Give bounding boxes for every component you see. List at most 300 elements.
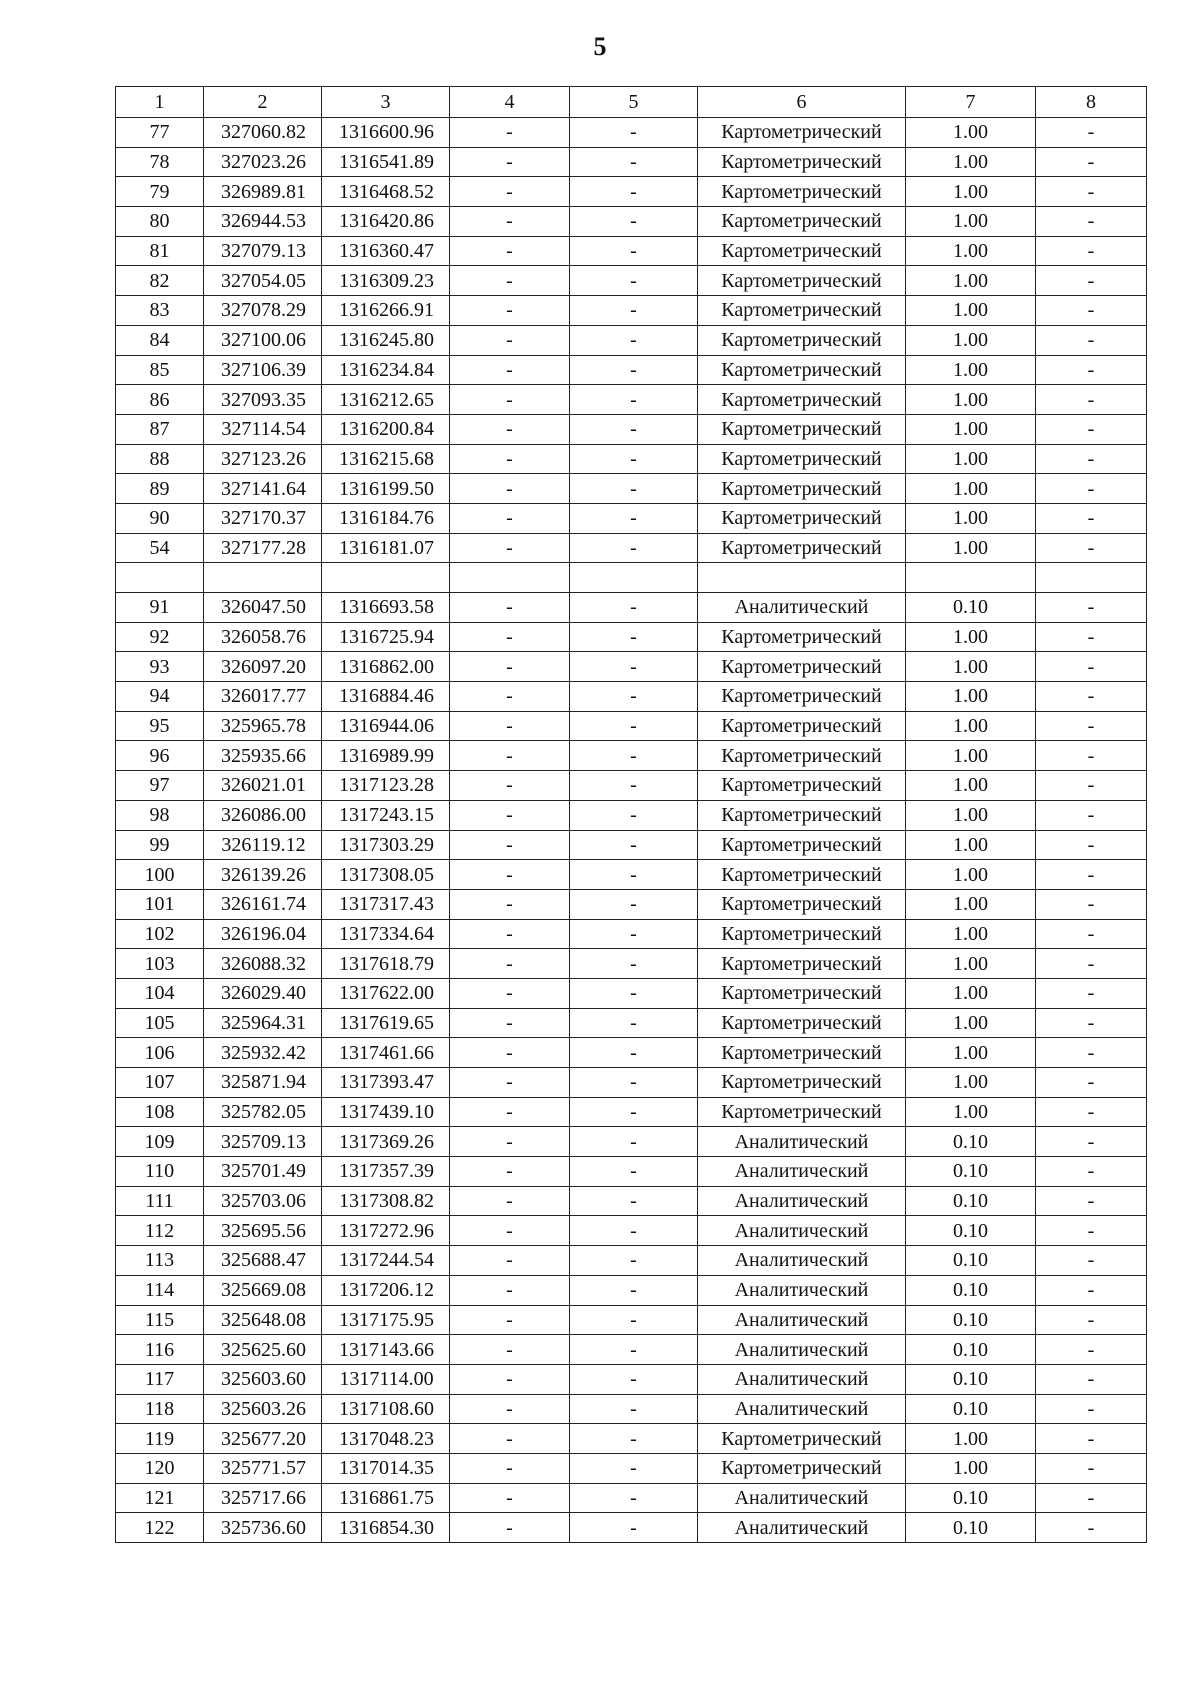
column-4-cell: - [450,503,570,533]
method-cell: Картометрический [698,978,906,1008]
column-5-cell: - [570,1394,698,1424]
column-8-cell: - [1036,1305,1147,1335]
column-5-cell: - [570,741,698,771]
y-coordinate-cell: 1317244.54 [322,1246,450,1276]
table-row [116,889,1147,919]
point-number-cell [116,563,204,593]
y-coordinate-cell: 1316600.96 [322,118,450,148]
x-coordinate-cell: 327141.64 [204,474,322,504]
column-8-cell: - [1036,949,1147,979]
column-4-cell: - [450,978,570,1008]
column-5-cell: - [570,296,698,326]
point-number-cell: 112 [116,1216,204,1246]
point-number-cell: 117 [116,1364,204,1394]
method-cell: Картометрический [698,652,906,682]
column-4-cell: - [450,414,570,444]
y-coordinate-cell: 1316854.30 [322,1513,450,1543]
method-cell: Картометрический [698,207,906,237]
column-4-cell: - [450,385,570,415]
y-coordinate-cell: 1316944.06 [322,711,450,741]
column-8-cell: - [1036,1335,1147,1365]
accuracy-cell: 1.00 [906,385,1036,415]
point-number-cell: 85 [116,355,204,385]
method-cell: Картометрический [698,325,906,355]
column-8-cell: - [1036,919,1147,949]
x-coordinate-cell: 325648.08 [204,1305,322,1335]
method-cell: Картометрический [698,1424,906,1454]
table-row [116,949,1147,979]
method-cell: Картометрический [698,860,906,890]
column-5-cell: - [570,1275,698,1305]
x-coordinate-cell: 325603.60 [204,1364,322,1394]
column-8-cell: - [1036,860,1147,890]
column-4-cell: - [450,652,570,682]
accuracy-cell: 1.00 [906,147,1036,177]
coordinates-table [115,86,1147,1543]
table-row [116,1364,1147,1394]
point-number-cell: 108 [116,1097,204,1127]
x-coordinate-cell: 326086.00 [204,800,322,830]
table-body [116,118,1147,1543]
column-4-cell: - [450,593,570,623]
method-cell: Картометрический [698,177,906,207]
method-cell: Аналитический [698,1394,906,1424]
accuracy-cell: 1.00 [906,889,1036,919]
point-number-cell: 122 [116,1513,204,1543]
table-row [116,147,1147,177]
table-row [116,1394,1147,1424]
column-4-cell: - [450,1186,570,1216]
y-coordinate-cell: 1317334.64 [322,919,450,949]
x-coordinate-cell: 326196.04 [204,919,322,949]
y-coordinate-cell: 1317123.28 [322,771,450,801]
column-4-cell: - [450,889,570,919]
column-5-cell: - [570,236,698,266]
column-header: 2 [204,87,322,118]
column-5-cell: - [570,355,698,385]
column-4-cell: - [450,1424,570,1454]
x-coordinate-cell: 325935.66 [204,741,322,771]
column-8-cell: - [1036,1513,1147,1543]
column-4-cell: - [450,1068,570,1098]
y-coordinate-cell: 1317175.95 [322,1305,450,1335]
x-coordinate-cell: 327170.37 [204,503,322,533]
accuracy-cell: 1.00 [906,1097,1036,1127]
column-8-cell: - [1036,325,1147,355]
table-row [116,919,1147,949]
column-5-cell: - [570,771,698,801]
x-coordinate-cell: 327054.05 [204,266,322,296]
x-coordinate-cell: 327023.26 [204,147,322,177]
column-5-cell: - [570,385,698,415]
column-5-cell: - [570,711,698,741]
method-cell: Картометрический [698,533,906,563]
accuracy-cell: 1.00 [906,949,1036,979]
table-row [116,414,1147,444]
accuracy-cell: 0.10 [906,1127,1036,1157]
method-cell: Картометрический [698,503,906,533]
y-coordinate-cell: 1317618.79 [322,949,450,979]
column-4-cell: - [450,1275,570,1305]
column-5-cell: - [570,1186,698,1216]
y-coordinate-cell: 1316309.23 [322,266,450,296]
accuracy-cell: 1.00 [906,919,1036,949]
point-number-cell: 95 [116,711,204,741]
x-coordinate-cell: 325677.20 [204,1424,322,1454]
column-4-cell: - [450,741,570,771]
accuracy-cell: 1.00 [906,682,1036,712]
y-coordinate-cell: 1317393.47 [322,1068,450,1098]
column-5-cell: - [570,147,698,177]
point-number-cell: 104 [116,978,204,1008]
method-cell: Картометрический [698,474,906,504]
method-cell [698,563,906,593]
x-coordinate-cell: 326088.32 [204,949,322,979]
x-coordinate-cell: 326139.26 [204,860,322,890]
method-cell: Картометрический [698,622,906,652]
y-coordinate-cell: 1316181.07 [322,533,450,563]
accuracy-cell: 1.00 [906,1453,1036,1483]
column-8-cell: - [1036,652,1147,682]
table-row [116,296,1147,326]
column-5-cell: - [570,652,698,682]
y-coordinate-cell: 1317048.23 [322,1424,450,1454]
column-8-cell: - [1036,1216,1147,1246]
accuracy-cell: 1.00 [906,355,1036,385]
y-coordinate-cell: 1316989.99 [322,741,450,771]
table-row [116,563,1147,593]
table-row [116,771,1147,801]
column-4-cell: - [450,1246,570,1276]
column-4-cell: - [450,919,570,949]
table-row [116,1186,1147,1216]
column-5-cell: - [570,622,698,652]
column-5-cell: - [570,1335,698,1365]
column-5-cell: - [570,1097,698,1127]
point-number-cell: 118 [116,1394,204,1424]
x-coordinate-cell: 325695.56 [204,1216,322,1246]
y-coordinate-cell: 1316861.75 [322,1483,450,1513]
method-cell: Картометрический [698,355,906,385]
column-4-cell: - [450,1008,570,1038]
column-4-cell: - [450,1097,570,1127]
accuracy-cell: 1.00 [906,444,1036,474]
table-row [116,1008,1147,1038]
column-5-cell: - [570,1483,698,1513]
accuracy-cell: 0.10 [906,1483,1036,1513]
table-row [116,682,1147,712]
accuracy-cell: 1.00 [906,741,1036,771]
column-header: 1 [116,87,204,118]
y-coordinate-cell: 1317619.65 [322,1008,450,1038]
column-header: 3 [322,87,450,118]
column-4-cell: - [450,147,570,177]
column-header: 8 [1036,87,1147,118]
column-4-cell: - [450,1364,570,1394]
column-4-cell: - [450,1483,570,1513]
x-coordinate-cell: 325703.06 [204,1186,322,1216]
column-8-cell: - [1036,800,1147,830]
header-row [116,87,1147,118]
point-number-cell: 116 [116,1335,204,1365]
column-5-cell: - [570,266,698,296]
x-coordinate-cell: 326029.40 [204,978,322,1008]
x-coordinate-cell: 325871.94 [204,1068,322,1098]
column-5-cell: - [570,949,698,979]
method-cell: Аналитический [698,1483,906,1513]
y-coordinate-cell: 1316725.94 [322,622,450,652]
table-row [116,1038,1147,1068]
x-coordinate-cell: 327100.06 [204,325,322,355]
method-cell: Картометрический [698,800,906,830]
accuracy-cell: 1.00 [906,1424,1036,1454]
method-cell: Картометрический [698,830,906,860]
table-row [116,1483,1147,1513]
method-cell: Картометрический [698,147,906,177]
point-number-cell: 106 [116,1038,204,1068]
point-number-cell: 81 [116,236,204,266]
point-number-cell: 91 [116,593,204,623]
column-5-cell: - [570,474,698,504]
x-coordinate-cell: 325717.66 [204,1483,322,1513]
point-number-cell: 82 [116,266,204,296]
column-4-cell: - [450,1305,570,1335]
y-coordinate-cell: 1317303.29 [322,830,450,860]
method-cell: Картометрический [698,444,906,474]
table-row [116,1513,1147,1543]
accuracy-cell: 1.00 [906,325,1036,355]
x-coordinate-cell: 325964.31 [204,1008,322,1038]
point-number-cell: 105 [116,1008,204,1038]
column-5-cell: - [570,1305,698,1335]
table-row [116,1275,1147,1305]
column-5-cell: - [570,444,698,474]
table-row [116,593,1147,623]
method-cell: Аналитический [698,1127,906,1157]
accuracy-cell: 1.00 [906,296,1036,326]
y-coordinate-cell: 1317206.12 [322,1275,450,1305]
table-row [116,177,1147,207]
point-number-cell: 111 [116,1186,204,1216]
accuracy-cell: 1.00 [906,236,1036,266]
x-coordinate-cell: 325603.26 [204,1394,322,1424]
x-coordinate-cell: 325688.47 [204,1246,322,1276]
table-row [116,207,1147,237]
method-cell: Аналитический [698,1275,906,1305]
y-coordinate-cell: 1317143.66 [322,1335,450,1365]
x-coordinate-cell: 325625.60 [204,1335,322,1365]
column-4-cell: - [450,800,570,830]
accuracy-cell: 1.00 [906,118,1036,148]
accuracy-cell: 1.00 [906,652,1036,682]
point-number-cell: 103 [116,949,204,979]
column-8-cell: - [1036,1364,1147,1394]
point-number-cell: 54 [116,533,204,563]
x-coordinate-cell: 327106.39 [204,355,322,385]
x-coordinate-cell: 325771.57 [204,1453,322,1483]
table-row [116,800,1147,830]
column-4-cell: - [450,1127,570,1157]
x-coordinate-cell: 327078.29 [204,296,322,326]
column-8-cell: - [1036,1097,1147,1127]
y-coordinate-cell: 1316212.65 [322,385,450,415]
column-4-cell: - [450,177,570,207]
x-coordinate-cell: 325782.05 [204,1097,322,1127]
y-coordinate-cell: 1317243.15 [322,800,450,830]
column-4-cell: - [450,860,570,890]
table-row [116,533,1147,563]
column-5-cell: - [570,919,698,949]
x-coordinate-cell: 326944.53 [204,207,322,237]
column-4-cell: - [450,1038,570,1068]
column-5-cell: - [570,593,698,623]
column-4-cell: - [450,622,570,652]
column-8-cell: - [1036,444,1147,474]
column-4-cell: - [450,1335,570,1365]
column-5-cell: - [570,1127,698,1157]
column-4-cell: - [450,533,570,563]
table-row [116,741,1147,771]
column-4-cell: - [450,236,570,266]
column-5-cell: - [570,1038,698,1068]
y-coordinate-cell: 1316420.86 [322,207,450,237]
point-number-cell: 77 [116,118,204,148]
column-header: 5 [570,87,698,118]
column-8-cell: - [1036,1483,1147,1513]
column-4-cell: - [450,474,570,504]
y-coordinate-cell: 1317439.10 [322,1097,450,1127]
y-coordinate-cell: 1317369.26 [322,1127,450,1157]
method-cell: Картометрический [698,118,906,148]
point-number-cell: 89 [116,474,204,504]
point-number-cell: 88 [116,444,204,474]
column-4-cell: - [450,1513,570,1543]
accuracy-cell: 1.00 [906,771,1036,801]
x-coordinate-cell: 326989.81 [204,177,322,207]
point-number-cell: 119 [116,1424,204,1454]
x-coordinate-cell: 327123.26 [204,444,322,474]
accuracy-cell [906,563,1036,593]
y-coordinate-cell: 1317014.35 [322,1453,450,1483]
y-coordinate-cell: 1317308.05 [322,860,450,890]
accuracy-cell: 1.00 [906,978,1036,1008]
table-row [116,1127,1147,1157]
method-cell: Картометрический [698,1008,906,1038]
method-cell: Аналитический [698,1305,906,1335]
accuracy-cell: 1.00 [906,1008,1036,1038]
column-8-cell: - [1036,1453,1147,1483]
column-5-cell: - [570,118,698,148]
point-number-cell: 90 [116,503,204,533]
column-4-cell: - [450,325,570,355]
column-4-cell: - [450,207,570,237]
table-row [116,711,1147,741]
column-5-cell: - [570,1246,698,1276]
column-4-cell: - [450,355,570,385]
column-8-cell: - [1036,682,1147,712]
y-coordinate-cell: 1317108.60 [322,1394,450,1424]
point-number-cell: 101 [116,889,204,919]
column-8-cell: - [1036,533,1147,563]
table-row [116,1424,1147,1454]
column-4-cell: - [450,296,570,326]
x-coordinate-cell: 325965.78 [204,711,322,741]
point-number-cell: 92 [116,622,204,652]
table-row [116,1068,1147,1098]
accuracy-cell: 0.10 [906,1275,1036,1305]
method-cell: Аналитический [698,1216,906,1246]
column-8-cell [1036,563,1147,593]
column-8-cell: - [1036,296,1147,326]
column-8-cell: - [1036,147,1147,177]
table-row [116,118,1147,148]
column-8-cell: - [1036,266,1147,296]
x-coordinate-cell: 326119.12 [204,830,322,860]
point-number-cell: 93 [116,652,204,682]
column-5-cell: - [570,207,698,237]
x-coordinate-cell: 325669.08 [204,1275,322,1305]
accuracy-cell: 1.00 [906,207,1036,237]
point-number-cell: 94 [116,682,204,712]
x-coordinate-cell: 325736.60 [204,1513,322,1543]
table-row [116,978,1147,1008]
method-cell: Картометрический [698,1038,906,1068]
table-row [116,1157,1147,1187]
y-coordinate-cell [322,563,450,593]
table-row [116,860,1147,890]
accuracy-cell: 1.00 [906,830,1036,860]
table-row [116,830,1147,860]
method-cell: Картометрический [698,236,906,266]
y-coordinate-cell: 1316215.68 [322,444,450,474]
accuracy-cell: 0.10 [906,1186,1036,1216]
x-coordinate-cell: 327079.13 [204,236,322,266]
point-number-cell: 109 [116,1127,204,1157]
accuracy-cell: 0.10 [906,1216,1036,1246]
page-number: 5 [593,32,607,61]
x-coordinate-cell [204,563,322,593]
column-8-cell: - [1036,978,1147,1008]
y-coordinate-cell: 1316184.76 [322,503,450,533]
column-8-cell: - [1036,711,1147,741]
point-number-cell: 80 [116,207,204,237]
y-coordinate-cell: 1316360.47 [322,236,450,266]
column-8-cell: - [1036,236,1147,266]
column-8-cell: - [1036,1246,1147,1276]
column-5-cell: - [570,503,698,533]
point-number-cell: 83 [116,296,204,326]
column-8-cell: - [1036,1186,1147,1216]
x-coordinate-cell: 326097.20 [204,652,322,682]
column-4-cell: - [450,266,570,296]
column-8-cell: - [1036,830,1147,860]
column-5-cell: - [570,1424,698,1454]
column-4-cell [450,563,570,593]
column-4-cell: - [450,444,570,474]
column-8-cell: - [1036,503,1147,533]
accuracy-cell: 0.10 [906,593,1036,623]
table-row [116,385,1147,415]
accuracy-cell: 1.00 [906,177,1036,207]
column-4-cell: - [450,1453,570,1483]
x-coordinate-cell: 325932.42 [204,1038,322,1068]
table-row [116,1246,1147,1276]
column-5-cell: - [570,1513,698,1543]
column-8-cell: - [1036,593,1147,623]
point-number-cell: 121 [116,1483,204,1513]
y-coordinate-cell: 1316199.50 [322,474,450,504]
point-number-cell: 86 [116,385,204,415]
